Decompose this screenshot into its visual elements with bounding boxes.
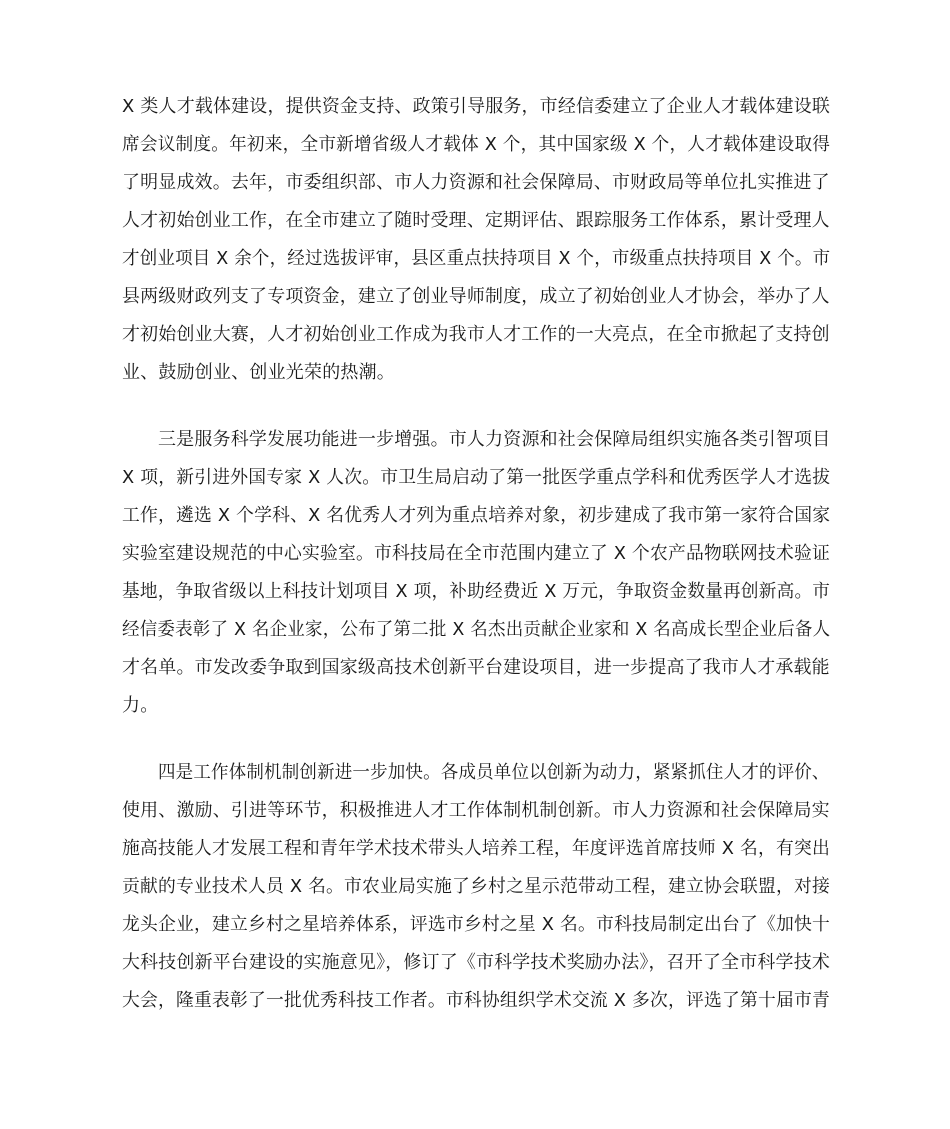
paragraph-line: 人才初始创业工作，在全市建立了随时受理、定期评估、跟踪服务工作体系，累计受理人 — [122, 210, 830, 231]
paragraph-line: 贡献的专业技术人员 X 名。市农业局实施了乡村之星示范带动工程，建立协会联盟，对接 — [122, 876, 830, 897]
paragraph-line: 了明显成效。去年，市委组织部、市人力资源和社会保障局、市财政局等单位扎实推进了 — [122, 172, 830, 193]
paragraph-line: 才初始创业大赛，人才初始创业工作成为我市人才工作的一大亮点，在全市掀起了支持创 — [122, 324, 830, 345]
paragraph-line: 才名单。市发改委争取到国家级高技术创新平台建设项目，进一步提高了我市人才承载能 — [122, 657, 830, 678]
paragraph-line: 经信委表彰了 X 名企业家，公布了第二批 X 名杰出贡献企业家和 X 名高成长型企业后备人 — [122, 619, 831, 640]
paragraph-line: 县两级财政列支了专项资金，建立了创业导师制度，成立了初始创业人才协会，举办了人 — [122, 286, 830, 307]
paragraph-line: 基地，争取省级以上科技计划项目 X 项，补助经费近 X 万元，争取资金数量再创新高。市 — [122, 581, 831, 602]
paragraph-line: 实验室建设规范的中心实验室。市科技局在全市范围内建立了 X 个农产品物联网技术验证 — [122, 543, 830, 564]
paragraph-line: 大会，隆重表彰了一批优秀科技工作者。市科协组织学术交流 X 多次，评选了第十届市青 — [122, 990, 830, 1011]
paragraph-line: 龙头企业，建立乡村之星培养体系，评选市乡村之星 X 名。市科技局制定出台了《加快十 — [122, 914, 830, 935]
paragraph-line: 业、鼓励创业、创业光荣的热潮。 — [122, 362, 395, 383]
paragraph-line: 才创业项目 X 余个，经过选拔评审，县区重点扶持项目 X 个，市级重点扶持项目 X 个。市 — [122, 248, 831, 269]
paragraph-line: 施高技能人才发展工程和青年学术技术带头人培养工程，年度评选首席技师 X 名，有突出 — [122, 838, 830, 859]
paragraph-line: 大科技创新平台建设的实施意见》，修订了《市科学技术奖励办法》，召开了全市科学技术 — [122, 952, 831, 973]
paragraph-line: 工作，遴选 X 个学科、X 名优秀人才列为重点培养对象，初步建成了我市第一家符合国家 — [122, 505, 831, 526]
paragraph-line: 力。 — [122, 695, 159, 716]
paragraph-line: 三是服务科学发展功能进一步增强。市人力资源和社会保障局组织实施各类引智项目 — [158, 429, 831, 450]
paragraph-line: X 项，新引进外国专家 X 人次。市卫生局启动了第一批医学重点学科和优秀医学人才选拔 — [122, 467, 831, 488]
paragraph-line: 使用、激励、引进等环节，积极推进人才工作体制机制创新。市人力资源和社会保障局实 — [122, 800, 830, 821]
paragraph-line: X 类人才载体建设，提供资金支持、政策引导服务，市经信委建立了企业人才载体建设联 — [122, 96, 831, 117]
paragraph-line: 四是工作体制机制创新进一步加快。各成员单位以创新为动力，紧紧抓住人才的评价、 — [158, 762, 830, 783]
paragraph-line: 席会议制度。年初来，全市新增省级人才载体 X 个，其中国家级 X 个，人才载体建设取得 — [122, 134, 831, 155]
